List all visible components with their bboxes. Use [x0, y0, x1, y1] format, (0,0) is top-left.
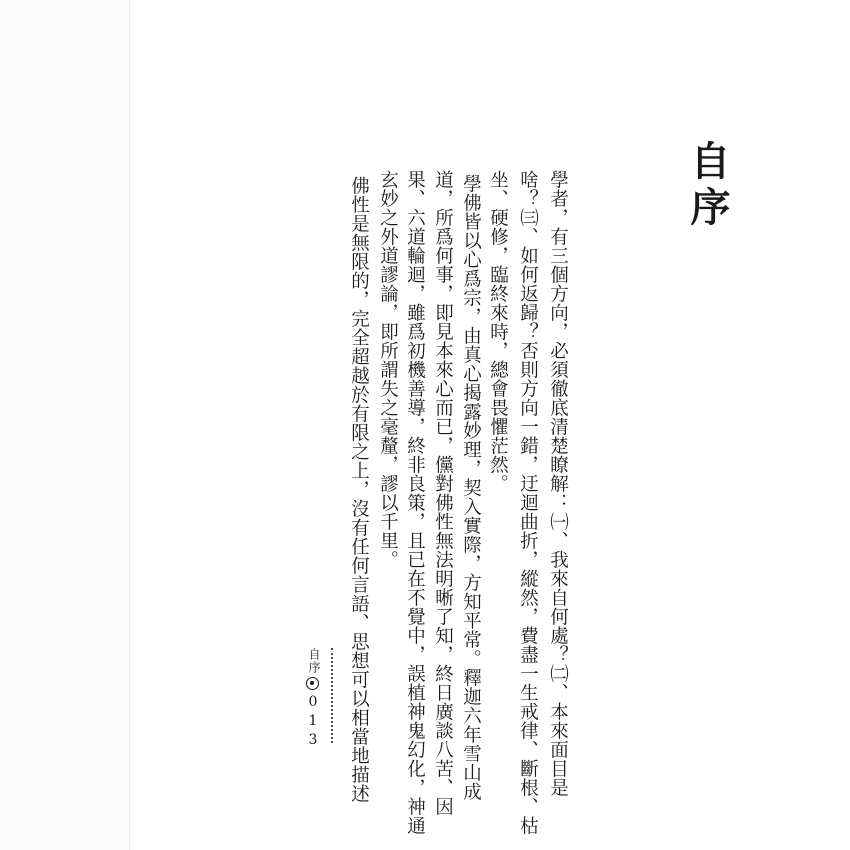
text-column: 道，所爲何事，即見本來心而已，儻對佛性無法明晰了知，終日廣談八苦、因: [432, 170, 454, 816]
text-column: 學佛皆以心爲宗，由真心揭露妙理，契入實際，方知平常。釋迦六年雪山成: [460, 174, 482, 801]
book-page: [130, 0, 850, 850]
text-column: 啥？㈢、如何返歸？否則方向一錯，迂迴曲折，縱然，費盡一生戒律、斷根、枯: [517, 170, 539, 835]
target-circle-icon: [306, 677, 319, 690]
text-column: 佛性是無限的，完全超越於有限之上，沒有任何言語、思想可以相當地描述: [348, 176, 370, 803]
page-folio: [304, 648, 344, 768]
text-column: 坐、硬修，臨終來時，總會畏懼茫然。: [487, 170, 509, 493]
text-column: 學者，有三個方向，必須徹底清楚瞭解：㈠、我來自何處？㈡、本來面目是: [547, 170, 569, 797]
dotted-divider: [331, 648, 333, 743]
folio-chapter-label: 自序: [307, 648, 321, 674]
page-title: 自序: [684, 140, 731, 232]
text-column: 玄妙之外道謬論，即所謂失之毫釐，謬以千里。: [377, 170, 399, 569]
text-column: 果、六道輪迴，雖爲初機善導，終非良策，且已在不覺中，誤植神鬼幻化，神通: [404, 170, 426, 835]
page-number: 013: [305, 694, 321, 751]
